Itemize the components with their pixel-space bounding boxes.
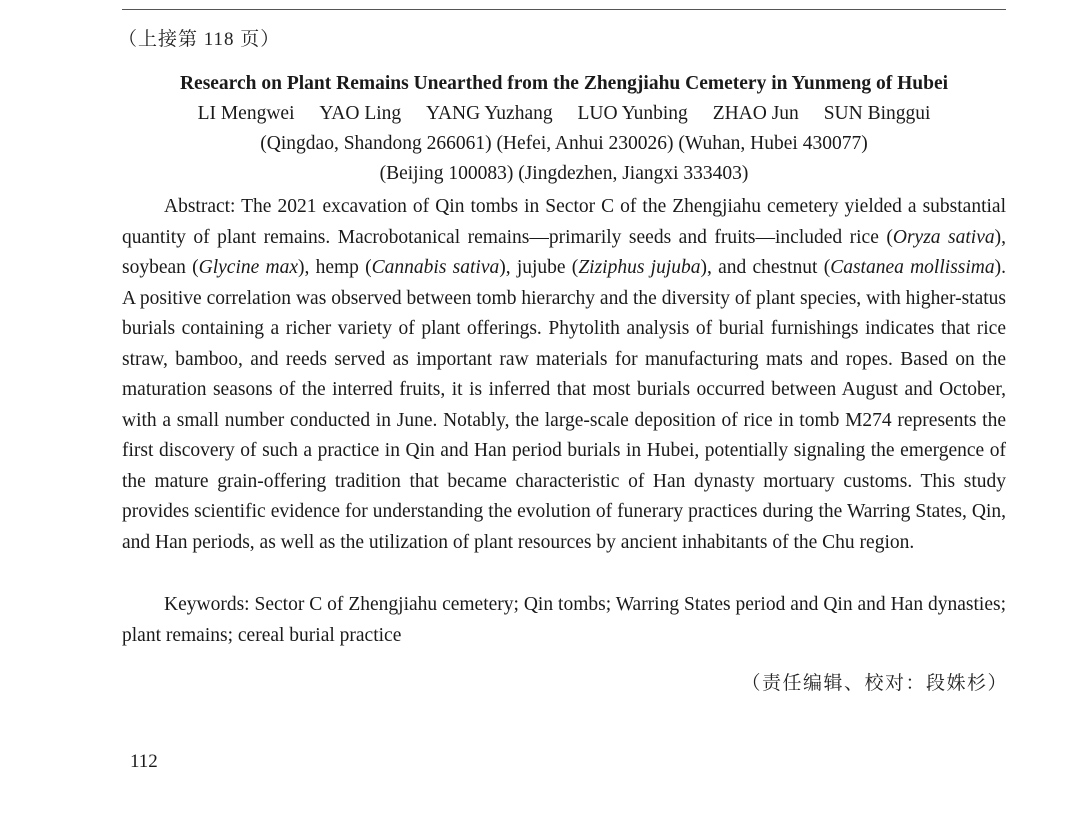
abstract-text: ), and chestnut (	[700, 257, 831, 278]
page-number: 112	[130, 751, 158, 772]
affiliations-line-2: (Beijing 100083) (Jingdezhen, Jiangxi 333403)	[379, 163, 749, 184]
affiliations-line-1: (Qingdao, Shandong 266061) (Hefei, Anhui 230026) (Wuhan, Hubei 430077)	[260, 133, 868, 154]
author-name: YAO Ling	[319, 103, 402, 124]
author-name: ZHAO Jun	[712, 103, 799, 124]
abstract-text: ), soybean (	[122, 226, 1006, 278]
author-list	[122, 100, 1006, 128]
species-name: Ziziphus jujuba	[578, 257, 701, 278]
abstract-text: ), hemp (	[298, 257, 372, 278]
article-title: Research on Plant Remains Unearthed from the Zhengjiahu Cemetery in Yunmeng of Hubei	[179, 73, 949, 94]
author-name: LUO Yunbing	[577, 103, 688, 124]
abstract-text: Abstract: The 2021 excavation of Qin tombs in Sector C of the Zhengjiahu cemetery yielded a substantial quantity of plant remains. Macrobotanical remains—primarily seeds and fruits—included rice (	[122, 196, 1006, 248]
editor-note: （责任编辑、校对：段姝杉）	[741, 673, 1008, 694]
keywords-paragraph: Keywords: Sector C of Zhengjiahu cemetery; Qin tombs; Warring States period and Qin and Han dynasties; plant remains; cereal burial practice	[122, 594, 1006, 646]
species-name: Oryza sativa	[892, 226, 995, 248]
abstract-text: ), jujube (	[499, 257, 579, 278]
author-name: LI Mengwei	[197, 103, 295, 124]
author-name: SUN Binggui	[823, 103, 931, 124]
abstract-text: ). A positive correlation was observed between tomb hierarchy and the diversity of plant species, with higher-status burials containing a richer variety of plant offerings. Phytolith analysis of burial furnishings indicates that rice straw, bamboo, and reeds served as important raw materials for manufacturing mats and ropes. Based on the maturation seasons of the interred fruits, it is inferred that most burials occurred between August and October, with a small number conducted in June. Notably, the large-scale deposition of rice in tomb M274 represents the first discovery of such a practice in Qin and Han period burials in Hubei, potentially signaling the emergence of the mature grain-offering tradition that became characteristic of Han dynasty mortuary customs. This study provides scientific evidence for understanding the evolution of funerary practices during the Warring States, Qin, and Han periods, as well as the utilization of plant resources by ancient inhabitants of the Chu region.	[122, 257, 1006, 553]
author-name: YANG Yuzhang	[426, 103, 553, 124]
continued-from-note: （上接第 118 页）	[118, 29, 281, 50]
top-rule	[122, 9, 1006, 10]
abstract-paragraph	[122, 192, 1006, 558]
species-name: Glycine max	[198, 257, 298, 278]
species-name: Castanea mollissima	[830, 257, 995, 278]
species-name: Cannabis sativa	[371, 257, 500, 278]
